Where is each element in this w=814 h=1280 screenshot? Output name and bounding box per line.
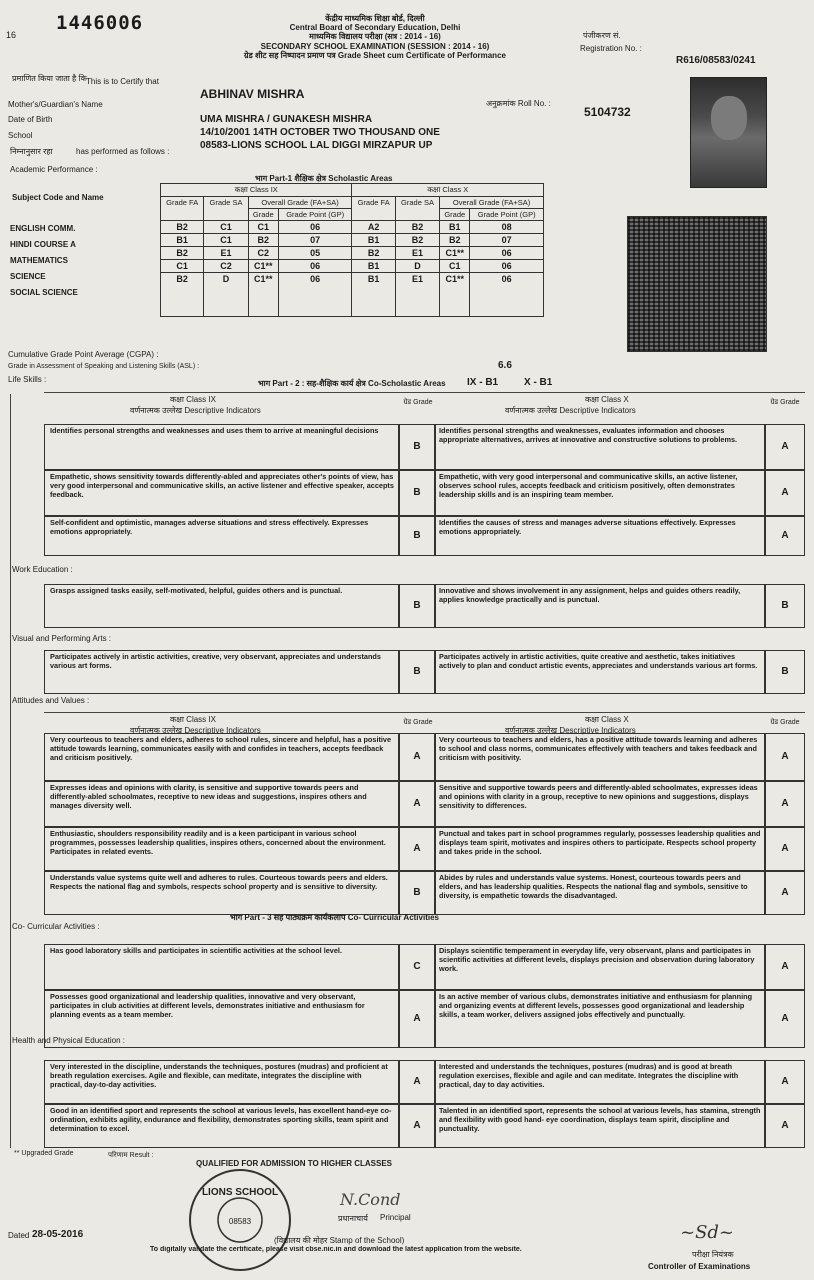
- registration-number: R616/08583/0241: [676, 55, 756, 66]
- grade-cell: C2: [204, 260, 248, 273]
- grade-x: A: [781, 1076, 789, 1087]
- grade-cell: 06: [278, 260, 352, 273]
- col-grade-ix: Grade: [248, 209, 278, 221]
- asl-label: Grade in Assessment of Speaking and Listening Skills (ASL) :: [8, 363, 200, 370]
- part3-title: भाग Part - 3 सह पाठ्यक्रम कार्यकलाप Co- Curricular Activities: [230, 913, 439, 922]
- subject-row: [161, 260, 544, 273]
- desc-header-x: वर्णनात्मक उल्लेख Descriptive Indicators: [505, 726, 636, 735]
- scholastic-body: [161, 221, 544, 317]
- col-gp-ix: Grade Point (GP): [278, 209, 352, 221]
- grade-cell: C1: [248, 221, 278, 234]
- grade-x: A: [781, 887, 789, 898]
- verify-note: To digitally validate the certificate, please visit cbse.nic.in and download the latest application from the website.: [150, 1246, 522, 1253]
- grade-x: B: [781, 600, 789, 611]
- date-label: Dated: [8, 1231, 30, 1240]
- indicator-ix: Participates actively in artistic activities, creative, very observant, appreciates and understands various art forms.: [50, 652, 381, 670]
- stamp-label: (विद्यालय की मोहर Stamp of the School): [274, 1236, 405, 1245]
- certificate-hindi: ग्रेड शीट सह निष्पादन प्रमाण पत्र: [244, 50, 336, 60]
- grade-cell: E1: [395, 273, 439, 317]
- indicator-x: Very courteous to teachers and elders, has a positive attitude towards learning and adheres to school and class norms, communicates effectively with teachers and takes feedback and criticism with positivity.: [439, 735, 758, 762]
- grade-cell: E1: [395, 247, 439, 260]
- serial-number: 1446006: [56, 12, 144, 34]
- cgpa-value: 6.6: [498, 360, 512, 371]
- class-ix-label: कक्षा Class IX: [170, 395, 216, 404]
- grade-cell: B2: [395, 234, 439, 247]
- grade-cell: C1: [204, 234, 248, 247]
- indicator-x: Talented in an identified sport, represents the school at various levels, has stamina, strength and flexibility with good hand- eye coordination, displays team spirit, discipline and punctuality.: [439, 1106, 761, 1133]
- grade-header-ix: ग्रेड Grade: [403, 399, 433, 406]
- indicator-ix: Empathetic, shows sensitivity towards differently-abled and appreciates other's points of view, has very good interpersonal and communicative skills, an active listener and effective speaker, accepts feedback.: [50, 472, 394, 499]
- class-ix-header: कक्षा Class IX: [161, 184, 352, 197]
- desc-header-x: वर्णनात्मक उल्लेख Descriptive Indicators: [505, 406, 636, 415]
- grade-cell: B2: [395, 221, 439, 234]
- grade-x: A: [781, 798, 789, 809]
- grade-ix: B: [413, 487, 421, 498]
- grade-header-ix: ग्रेड Grade: [403, 719, 433, 726]
- col-fa-x: Grade FA: [352, 197, 395, 221]
- col-overall-ix: Overall Grade (FA+SA): [248, 197, 352, 209]
- desc-header-ix: वर्णनात्मक उल्लेख Descriptive Indicators: [130, 406, 261, 415]
- grade-cell: C1: [204, 221, 248, 234]
- divider: [44, 712, 805, 713]
- indicator-x: Identifies the causes of stress and manages adverse situations effectively. Expresses emotions appropriately.: [439, 518, 736, 536]
- academic-title: Academic Performance :: [10, 165, 98, 174]
- divider: [44, 392, 805, 393]
- grade-x: A: [781, 1013, 789, 1024]
- grade-ix: C: [413, 961, 421, 972]
- work-title: Work Education :: [12, 565, 73, 574]
- grade-ix: A: [413, 798, 421, 809]
- principal-hindi: प्रधानाचार्य: [338, 1214, 368, 1223]
- grade-cell: B2: [440, 234, 470, 247]
- certify-hindi: प्रमाणित किया जाता है कि: [12, 74, 87, 83]
- asl-x: X - B1: [524, 377, 553, 388]
- stamp-code: 08583: [228, 1217, 252, 1226]
- part1-title: भाग Part-1 शैक्षिक क्षेत्र Scholastic Areas: [255, 174, 393, 183]
- indicator-ix: Very courteous to teachers and elders, adheres to school rules, sincere and helpful, has a positive attitude towards learning, communicates easily with and confides in teachers, accepts feedback and criticism positively.: [50, 735, 392, 762]
- grade-ix: B: [413, 600, 421, 611]
- scholastic-table: [160, 183, 544, 317]
- grade-x: B: [781, 666, 789, 677]
- indicator-x: Participates actively in artistic activities, quite creative and aesthetic, takes initiatives actively to plan and conduct artistic events, appreciates and understands various art forms.: [439, 652, 758, 670]
- grade-cell: 07: [470, 234, 544, 247]
- subject-name: SOCIAL SCIENCE: [10, 288, 78, 297]
- subject-row: [161, 273, 544, 317]
- student-photo: [690, 77, 767, 188]
- indicator-x: Punctual and takes part in school programmes regularly, possesses leadership qualities and displays team spirit, motivates and inspires others to participate. Respects school property and takes pride in the school.: [439, 829, 761, 856]
- grade-cell: 06: [470, 273, 544, 317]
- part2-title: भाग Part - 2 : सह-शैक्षिक कार्य क्षेत्र Co-Scholastic Areas: [258, 379, 446, 388]
- upgraded-note: ** Upgraded Grade: [14, 1150, 74, 1157]
- grade-cell: 07: [278, 234, 352, 247]
- issue-date: 28-05-2016: [32, 1229, 84, 1240]
- class-x-header: कक्षा Class X: [352, 184, 544, 197]
- exam-english: SECONDARY SCHOOL EXAMINATION (SESSION : 2014 - 16): [260, 41, 490, 51]
- registration-label-hindi: पंजीकरण सं.: [583, 31, 621, 40]
- col-gp-x: Grade Point (GP): [470, 209, 544, 221]
- qr-code: [627, 216, 767, 352]
- grade-cell: C1**: [248, 273, 278, 317]
- col-grade-x: Grade: [440, 209, 470, 221]
- controller-hindi: परीक्षा नियंत्रक: [692, 1250, 734, 1259]
- indicator-ix: Enthusiastic, shoulders responsibility readily and is a keen participant in various school programmes, possesses leadership qualities, inspires others, concerned about the environment. Participates in related events.: [50, 829, 386, 856]
- roll-label: अनुक्रमांक Roll No. :: [486, 99, 551, 108]
- col-sa-x: Grade SA: [395, 197, 439, 221]
- registration-label: Registration No. :: [580, 44, 642, 53]
- arts-title: Visual and Performing Arts :: [12, 634, 112, 643]
- performed-label: has performed as follows :: [76, 147, 170, 156]
- grade-cell: C1**: [440, 247, 470, 260]
- indicator-x: Interested and understands the techniques, postures (mudras) and is good at breath regulation exercises, flexible and agile and can meditate. Integrates the discipline with practical, day to day activities.: [439, 1062, 739, 1089]
- indicator-x: Identifies personal strengths and weaknesses, evaluates information and chooses appropriate alternatives, arrives at innovative and constructive solutions to problems.: [439, 426, 738, 444]
- cgpa-label: Cumulative Grade Point Average (CGPA) :: [8, 350, 159, 359]
- grade-ix: A: [413, 1013, 421, 1024]
- grade-cell: C1**: [248, 260, 278, 273]
- grade-x: A: [781, 1120, 789, 1131]
- grade-cell: D: [204, 273, 248, 317]
- school-label: School: [8, 131, 33, 140]
- grade-x: A: [781, 487, 789, 498]
- desc-header-ix: वर्णनात्मक उल्लेख Descriptive Indicators: [130, 726, 261, 735]
- indicator-ix: Identifies personal strengths and weaknesses and uses them to arrive at meaningful decisions: [50, 426, 379, 435]
- form-prefix: 16: [6, 30, 17, 40]
- grade-x: A: [781, 530, 789, 541]
- stamp-ring-text: LIONS SCHOOL: [201, 1187, 279, 1198]
- grade-cell: 06: [278, 273, 352, 317]
- grade-cell: B1: [352, 273, 395, 317]
- class-x-label: कक्षा Class X: [585, 715, 629, 724]
- grade-ix: A: [413, 843, 421, 854]
- subject-header: Subject Code and Name: [12, 193, 104, 202]
- indicator-ix: Has good laboratory skills and participates in scientific activities at the school level.: [50, 946, 342, 955]
- grade-cell: C1**: [440, 273, 470, 317]
- grade-cell: B2: [161, 247, 204, 260]
- roll-number: 5104732: [584, 105, 631, 119]
- indicator-x: Empathetic, with very good interpersonal and communicative skills, an active listener, observes school rules, accepts feedback and criticism positively, often demonstrates leadership skills and is an inspiring team member.: [439, 472, 738, 499]
- result-text: QUALIFIED FOR ADMISSION TO HIGHER CLASSES: [196, 1159, 393, 1168]
- student-name: ABHINAV MISHRA: [200, 87, 305, 101]
- board-hindi: केंद्रीय माध्यमिक शिक्षा बोर्ड, दिल्ली: [325, 14, 425, 23]
- school-name: 08583-LIONS SCHOOL LAL DIGGI MIRZAPUR UP: [200, 140, 433, 151]
- indicator-x: Sensitive and supportive towards peers and differently-abled schoolmates, expresses ideas and opinions with clarity in a group, receptive to new opinions and suggestions, displays sensitivity to differences.: [439, 783, 758, 810]
- subject-name: ENGLISH COMM.: [10, 224, 76, 233]
- grade-header-x: ग्रेड Grade: [770, 399, 800, 406]
- principal-signature: N.Cond: [340, 1190, 401, 1209]
- dob-label: Date of Birth: [8, 115, 53, 124]
- indicator-ix: Good in an identified sport and represents the school at various levels, has excellent hand-eye co-ordination, exhibits agility, endurance and flexibility, demonstrates sporting skills, team spirit and determination to excel.: [50, 1106, 392, 1133]
- grade-ix: B: [413, 666, 421, 677]
- attitudes-title: Attitudes and Values :: [12, 696, 90, 705]
- subject-name: HINDI COURSE A: [10, 240, 76, 249]
- subject-row: [161, 234, 544, 247]
- cocurricular-title: Co- Curricular Activities :: [12, 922, 100, 931]
- board-english: Central Board of Secondary Education, Delhi: [289, 23, 461, 33]
- grade-cell: B2: [352, 247, 395, 260]
- class-x-label: कक्षा Class X: [585, 395, 629, 404]
- grade-ix: B: [413, 530, 421, 541]
- health-title: Health and Physical Education :: [12, 1036, 125, 1045]
- principal-label: Principal: [380, 1213, 411, 1222]
- certify-label: This is to Certify that: [86, 77, 159, 86]
- grade-cell: 08: [470, 221, 544, 234]
- indicator-x: Displays scientific temperament in everyday life, very observant, plans and participates in scientific activities at different levels, displays precision and observation during laboratory work.: [439, 946, 755, 973]
- controller-signature: ~Sd~: [680, 1222, 735, 1243]
- grade-cell: B2: [248, 234, 278, 247]
- grade-ix: A: [413, 1076, 421, 1087]
- grade-cell: 06: [470, 247, 544, 260]
- grade-ix: B: [413, 887, 421, 898]
- grade-x: A: [781, 751, 789, 762]
- grade-cell: D: [395, 260, 439, 273]
- performed-hindi: निम्नानुसार रहा: [10, 147, 53, 156]
- subject-name: SCIENCE: [10, 272, 46, 281]
- grade-cell: C1: [161, 260, 204, 273]
- indicator-ix: Very interested in the discipline, understands the techniques, postures (mudras) and proficient at breath regulation exercises. Agile and flexible, can meditate, integrates the discipline with practical, day-to-day activities.: [50, 1062, 388, 1089]
- indicator-x: Abides by rules and understands value systems. Honest, courteous towards peers and elders, and has leadership qualities. Respects the national flag and symbols, sensitive to diversity, is empathetic towards the disadvantaged.: [439, 873, 748, 900]
- guardian-label: Mother's/Guardian's Name: [8, 100, 103, 109]
- indicator-ix: Expresses ideas and opinions with clarity, is sensitive and supportive towards peers and differently-abled schoolmates, receptive to new ideas and suggestions, inspires others and manages diversity well.: [50, 783, 367, 810]
- col-sa-ix: Grade SA: [204, 197, 248, 221]
- grade-x: A: [781, 961, 789, 972]
- grade-cell: B1: [352, 234, 395, 247]
- indicator-ix: Possesses good organizational and leadership qualities, innovative and very observant, participates in club activities at different levels, demonstrates initiative and enthusiasm for planning events as a team member.: [50, 992, 365, 1019]
- exam-hindi: माध्यमिक विद्यालय परीक्षा (सत्र : 2014 - 16): [309, 32, 441, 42]
- guardian-name: UMA MISHRA / GUNAKESH MISHRA: [200, 114, 373, 125]
- grade-cell: B1: [440, 221, 470, 234]
- controller-label: Controller of Examinations: [648, 1262, 751, 1271]
- col-overall-x: Overall Grade (FA+SA): [440, 197, 544, 209]
- indicator-x: Innovative and shows involvement in any assignment, helps and guides others readily, applies knowledge practically and is punctual.: [439, 586, 741, 604]
- grade-cell: 06: [470, 260, 544, 273]
- grade-x: A: [781, 441, 789, 452]
- subject-name: MATHEMATICS: [10, 256, 68, 265]
- grade-cell: C2: [248, 247, 278, 260]
- indicator-ix: Self-confident and optimistic, manages adverse situations and stress effectively. Expresses emotions appropriately.: [50, 518, 369, 536]
- grade-cell: B1: [352, 260, 395, 273]
- grade-cell: C1: [440, 260, 470, 273]
- grade-ix: A: [413, 1120, 421, 1131]
- subject-row: [161, 247, 544, 260]
- grade-cell: A2: [352, 221, 395, 234]
- left-border: [10, 394, 11, 1148]
- result-label: परिणाम Result :: [108, 1152, 154, 1159]
- grade-cell: E1: [204, 247, 248, 260]
- grade-header-x: ग्रेड Grade: [770, 719, 800, 726]
- school-stamp: [185, 1165, 295, 1275]
- indicator-x: Is an active member of various clubs, demonstrates initiative and enthusiasm for planning and organizing events at different levels, possesses good organizational and leadership skills, a team worker, delivers assigned jobs effectively and punctually.: [439, 992, 753, 1019]
- subject-row: [161, 221, 544, 234]
- grade-cell: 05: [278, 247, 352, 260]
- grade-cell: B1: [161, 234, 204, 247]
- grade-cell: B2: [161, 221, 204, 234]
- class-ix-label: कक्षा Class IX: [170, 715, 216, 724]
- grade-cell: 06: [278, 221, 352, 234]
- board-header: [210, 14, 540, 60]
- life-skills-label: Life Skills :: [8, 375, 47, 384]
- asl-ix: IX - B1: [467, 377, 499, 388]
- indicator-ix: Grasps assigned tasks easily, self-motivated, helpful, guides others and is punctual.: [50, 586, 343, 595]
- indicator-ix: Understands value systems quite well and adheres to rules. Courteous towards peers and elders. Respects the national flag and symbols, respects school property and is sensitive to diversity.: [50, 873, 388, 891]
- certificate-english: Grade Sheet cum Certificate of Performance: [337, 50, 506, 60]
- grade-ix: B: [413, 441, 421, 452]
- col-fa-ix: Grade FA: [161, 197, 204, 221]
- date-of-birth: 14/10/2001 14TH OCTOBER TWO THOUSAND ONE: [200, 127, 440, 138]
- grade-ix: A: [413, 751, 421, 762]
- grade-cell: B2: [161, 273, 204, 317]
- grade-x: A: [781, 843, 789, 854]
- subject-names: [10, 224, 78, 304]
